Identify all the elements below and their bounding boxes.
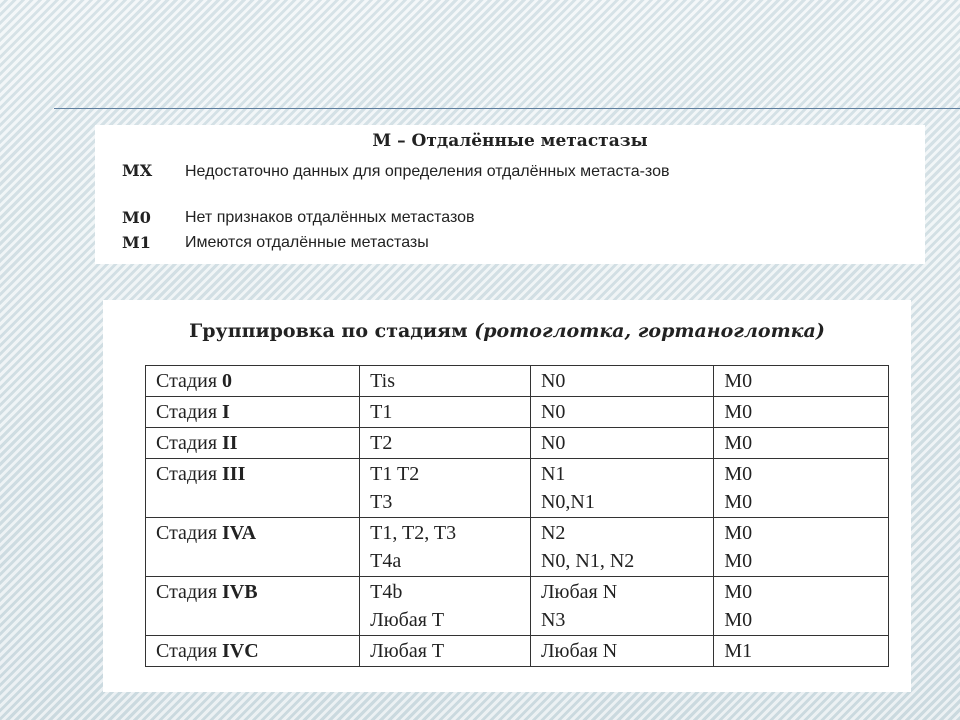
stage-table-body — [146, 366, 889, 667]
stage-grouping-title-main: Группировка по стадиям — [189, 320, 468, 342]
m-category-cell — [714, 518, 889, 577]
stage-row — [146, 518, 889, 577]
t-category-cell — [360, 577, 531, 636]
stage-number: IVB — [222, 581, 258, 603]
m-category-cell — [714, 397, 889, 428]
stage-number: IVA — [222, 522, 257, 544]
cell-line: N2 — [540, 522, 566, 544]
cell-line: M1 — [724, 640, 753, 662]
definition-code: MX — [122, 161, 153, 180]
stage-word: Стадия — [156, 522, 218, 544]
distant-metastases-panel — [95, 125, 925, 264]
cell-line: M0 — [724, 581, 753, 603]
n-category-cell — [530, 366, 713, 397]
cell-line: T3 — [370, 491, 393, 513]
n-category-cell — [530, 518, 713, 577]
stage-grouping-title-note: (ротоглотка, гортаноглотка) — [474, 320, 825, 342]
stage-grouping-panel — [103, 300, 911, 692]
stage-number: III — [222, 463, 246, 485]
stage-cell — [146, 636, 360, 667]
n-category-cell — [530, 397, 713, 428]
m-category-cell — [714, 428, 889, 459]
n-category-cell — [530, 459, 713, 518]
t-category-cell — [360, 428, 531, 459]
cell-line: Любая T — [370, 609, 445, 631]
stage-word: Стадия — [156, 640, 218, 662]
stage-number: 0 — [222, 370, 233, 392]
stage-row — [146, 459, 889, 518]
cell-line: M0 — [724, 401, 753, 423]
cell-line: Любая N — [540, 640, 618, 662]
cell-line: M0 — [724, 370, 753, 392]
t-category-cell — [360, 366, 531, 397]
definition-text: Нет признаков отдалённых метастазов — [185, 209, 475, 226]
m-category-cell — [714, 366, 889, 397]
stage-grouping-table — [145, 365, 889, 667]
t-category-cell — [360, 397, 531, 428]
n-category-cell — [530, 577, 713, 636]
t-category-cell — [360, 518, 531, 577]
cell-line: Любая N — [540, 581, 618, 603]
stage-grouping-title — [103, 320, 911, 342]
stage-cell — [146, 577, 360, 636]
stage-row — [146, 397, 889, 428]
cell-line: N0, N1, N2 — [540, 550, 635, 572]
cell-line: Любая T — [370, 640, 445, 662]
m-category-cell — [714, 636, 889, 667]
stage-word: Стадия — [156, 432, 218, 454]
cell-line: Tis — [370, 370, 396, 392]
stage-word: Стадия — [156, 463, 218, 485]
n-category-cell — [530, 636, 713, 667]
stage-cell — [146, 459, 360, 518]
definition-code: M1 — [122, 233, 151, 252]
stage-row — [146, 577, 889, 636]
cell-line: T4a — [370, 550, 402, 572]
stage-cell — [146, 518, 360, 577]
cell-line: M0 — [724, 522, 753, 544]
stage-row — [146, 366, 889, 397]
stage-cell — [146, 366, 360, 397]
definition-text: Имеются отдалённые метастазы — [185, 234, 429, 251]
cell-line: N0 — [540, 401, 566, 423]
cell-line: N0 — [540, 370, 566, 392]
t-category-cell — [360, 459, 531, 518]
n-category-cell — [530, 428, 713, 459]
cell-line: N0 — [540, 432, 566, 454]
cell-line: N3 — [540, 609, 566, 631]
cell-line: M0 — [724, 491, 753, 513]
cell-line: M0 — [724, 432, 753, 454]
cell-line: T1 T2 — [370, 463, 420, 485]
stage-row — [146, 428, 889, 459]
cell-line: T4b — [370, 581, 403, 603]
stage-number: I — [222, 401, 230, 423]
stage-word: Стадия — [156, 401, 218, 423]
distant-metastases-heading: М – Отдалённые метастазы — [372, 131, 648, 151]
cell-line: T1 — [370, 401, 393, 423]
cell-line: N0,N1 — [540, 491, 595, 513]
t-category-cell — [360, 636, 531, 667]
cell-line: T1, T2, T3 — [370, 522, 457, 544]
cell-line: M0 — [724, 609, 753, 631]
m-category-cell — [714, 577, 889, 636]
cell-line: N1 — [540, 463, 566, 485]
cell-line: M0 — [724, 463, 753, 485]
definition-text: Недостаточно данных для определения отдалённых метаста-зов — [185, 163, 670, 180]
stage-cell — [146, 428, 360, 459]
cell-line: T2 — [370, 432, 393, 454]
slide-divider-line — [54, 108, 960, 109]
stage-number: II — [222, 432, 238, 454]
cell-line: M0 — [724, 550, 753, 572]
stage-number: IVC — [222, 640, 259, 662]
definition-code: M0 — [122, 208, 151, 227]
stage-word: Стадия — [156, 370, 218, 392]
stage-row — [146, 636, 889, 667]
stage-word: Стадия — [156, 581, 218, 603]
m-category-cell — [714, 459, 889, 518]
stage-cell — [146, 397, 360, 428]
